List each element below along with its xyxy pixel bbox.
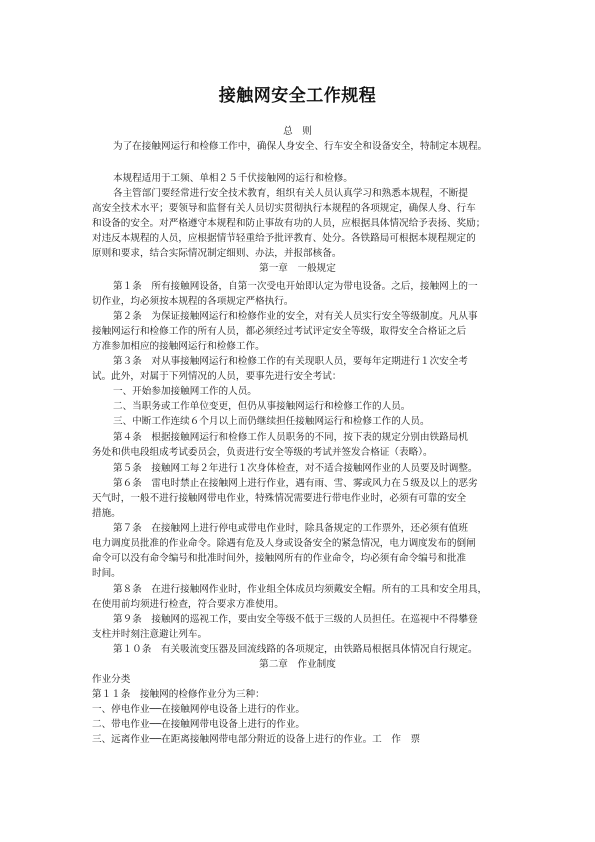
paragraph-line: 务处和供电段组成考试委员会，负责进行安全等级的考试并签发合格证（表略）。 [92, 447, 433, 458]
paragraph-line: 第２条 为保证接触网运行和检修作业的安全，对有关人员实行安全等级制度。凡从事 [113, 311, 478, 322]
paragraph-line: 第８条 在进行接触网作业时，作业组全体成员均须戴安全帽。所有的工具和安全用具， [113, 584, 488, 595]
paragraph-line: 方准参加相应的接触网运行和检修工作。 [92, 341, 265, 352]
paragraph-line: 第１０条 有关吸流变压器及回流线路的各项规定，由铁路局根据具体情况自行规定。 [113, 644, 478, 655]
paragraph-line: 对违反本规程的人员，应根据情节轻重给予批评教育、处分。各铁路局可根据本规程规定的 [92, 233, 476, 244]
paragraph-line: 天气时，一般不进行接触网带电作业，特殊情况需要进行带电作业时，必须有可靠的安全 [92, 493, 467, 504]
paragraph-line: 措施。 [92, 508, 121, 519]
paragraph-line: 时间。 [92, 568, 121, 579]
paragraph-line: 第５条 接触网工每２年进行１次身体检查，对不适合接触网作业的人员要及时调整。 [113, 463, 478, 474]
list-item: 一、开始参加接触网工作的人员。 [113, 386, 257, 397]
paragraph-line: 命令可以没有命令编号和批准时间外，接触网所有的作业命令，均必须有命令编号和批准 [92, 553, 467, 564]
paragraph-line: 第７条 在接触网上进行停电或带电作业时，除具备规定的工作票外，还必须有值班 [113, 523, 468, 534]
paragraph-line: 本规程适用于工频、单相２５千伏接触网的运行和检修。 [113, 173, 353, 184]
section-heading-general: 总 则 [283, 126, 312, 137]
paragraph-line: 和设备的安全。对严格遵守本规程和防止事故有功的人员，应根据具体情况给予表扬、奖励； [92, 218, 486, 229]
paragraph-line: 高安全技术水平；要领导和监督有关人员切实贯彻执行本规程的各项规定，确保人身、行车 [92, 203, 476, 214]
paragraph-line: 电力调度员批准的作业命令。除遇有危及人身或设备安全的紧急情况，电力调度发布的倒闸 [92, 538, 476, 549]
paragraph-line: 切作业，均必须按本规程的各项规定严格执行。 [92, 296, 294, 307]
list-item: 二、当职务或工作单位变更，但仍从事接触网运行和检修工作的人员。 [113, 401, 411, 412]
paragraph-line: 第１１条 接触网的检修作业分为三种： [92, 689, 265, 700]
paragraph-line: 在使用前均须进行检查，符合要求方准使用。 [92, 599, 284, 610]
list-item: 一、停电作业──在接触网停电设备上进行的作业。 [92, 704, 306, 715]
paragraph-line: 第９条 接触网的巡视工作，要由安全等级不低于三级的人员担任。在巡视中不得攀登 [113, 614, 478, 625]
paragraph-line: 接触网运行和检修工作的所有人员，都必须经过考试评定安全等级，取得安全合格证之后 [92, 326, 467, 337]
paragraph-line: 试。此外，对属于下列情况的人员，要事先进行安全考试： [92, 371, 342, 382]
paragraph-line: 各主管部门要经常进行安全技术教育，组织有关人员认真学习和熟悉本规程，不断提 [113, 188, 468, 199]
section-heading-work-types: 作业分类 [92, 674, 131, 685]
paragraph-line: 第４条 根据接触网运行和检修工作人员职务的不同，按下表的规定分别由铁路局机 [113, 432, 468, 443]
paragraph-line: 原则和要求，结合实际情况制定细则、办法，并报部核备。 [92, 248, 342, 259]
paragraph-line: 为了在接触网运行和检修工作中，确保人身安全、行车安全和设备安全，特制定本规程。 [113, 141, 488, 152]
chapter-heading-2: 第二章 作业制度 [259, 659, 336, 670]
paragraph-line: 支柱并时刻注意避让列车。 [92, 629, 208, 640]
paragraph-line: 第３条 对从事接触网运行和检修工作的有关现职人员，要每年定期进行１次安全考 [113, 356, 468, 367]
paragraph-line: 第１条 所有接触网设备，自第一次受电开始即认定为带电设备。之后，接触网上的一 [113, 281, 478, 292]
paragraph-line: 第６条 雷电时禁止在接触网上进行作业，遇有雨、雪、雾或风力在５级及以上的恶劣 [113, 478, 478, 489]
chapter-heading-1: 第一章 一般规定 [259, 263, 336, 274]
list-item: 二、带电作业──在接触网带电设备上进行的作业。 [92, 719, 306, 730]
list-item: 三、远离作业──在距离接触网带电部分附近的设备上进行的作业。工 作 票 [92, 734, 421, 745]
document-title: 接触网安全工作规程 [218, 86, 377, 106]
list-item: 三、中断工作连续６个月以上而仍继续担任接触网运行和检修工作的人员。 [113, 416, 430, 427]
